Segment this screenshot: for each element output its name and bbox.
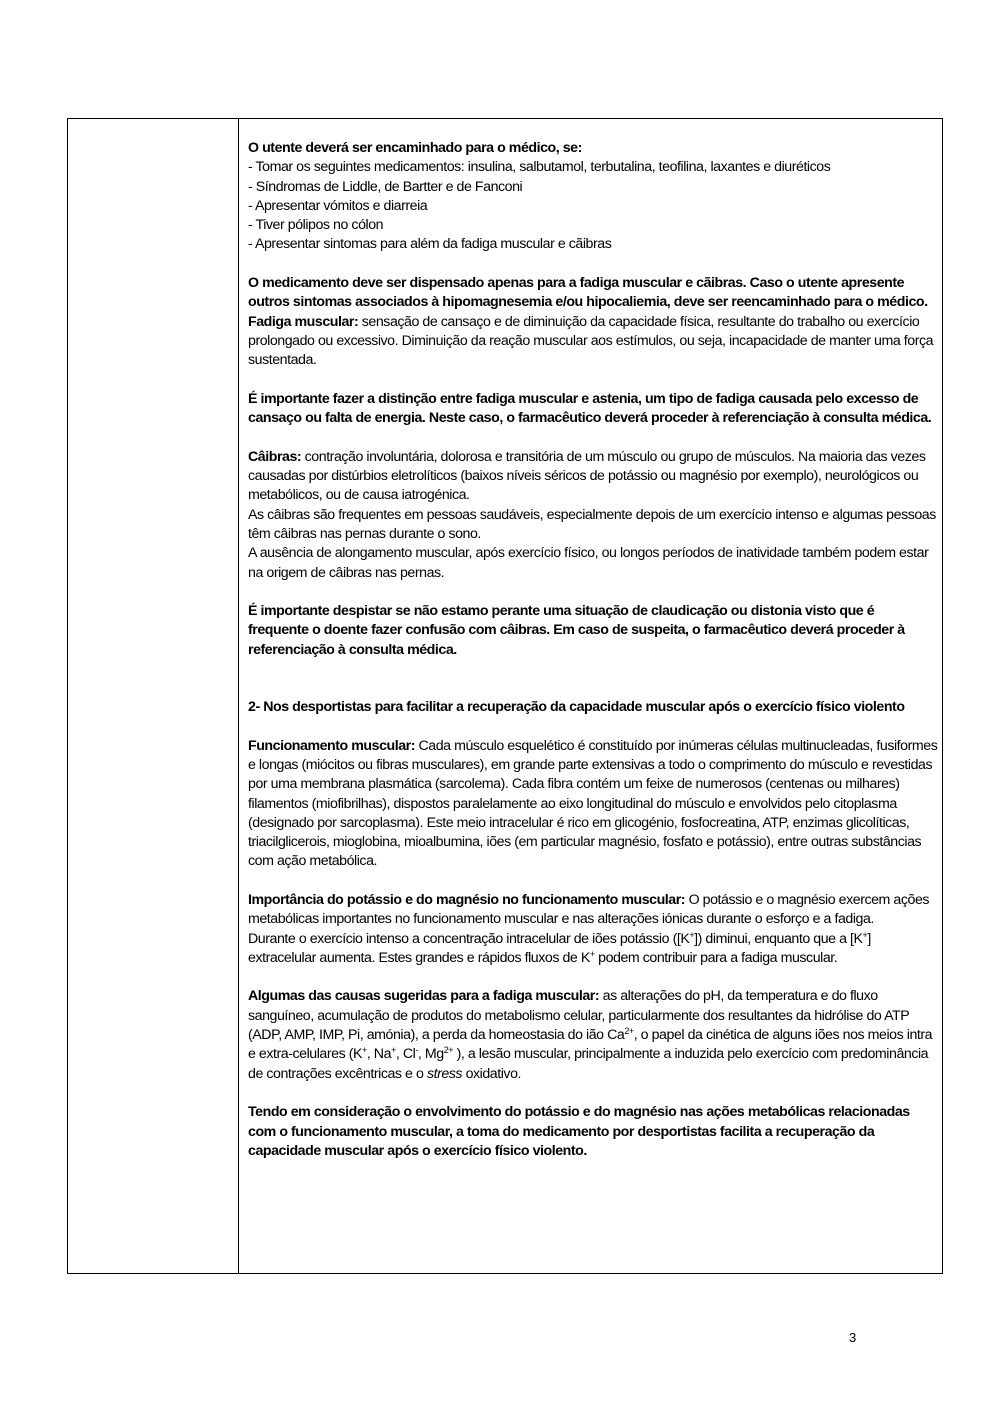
section2-heading: 2- Nos desportistas para facilitar a recuperação da capacidade muscular após o exercício físico violento (248, 699, 905, 716)
fadiga-paragraph (248, 313, 938, 371)
funcionamento-term: Funcionamento muscular: (248, 737, 416, 754)
causas-paragraph: Algumas das causas sugeridas para a fadiga muscular: as alterações do pH, da temperatura e do fluxo sanguíneo, acumulação de produtos do metabolismo celular, particularmente dos resultantes da hidrólise do ATP (ADP, AMP, IMP, Pi, amónia), a perda da homeostasia do ião $Ca^{2+}$, o papel da cinética de alguns iões nos meios intra e extra-celulares (K+, Na+, Cl-, $Mg^{2+}$ ), a lesão muscular, principalmente a induzida pelo exercício com predominância de contrações excêntricas e o stress oxidativo. (248, 988, 933, 1082)
caibras-paragraph-3: A ausência de alongamento muscular, após exercício físico, ou longos períodos de inatividade também podem estar na origem de câibras nas pernas. (248, 545, 929, 581)
content-cell (248, 139, 938, 1161)
causas-term: Algumas das causas sugeridas para a fadiga muscular: (248, 988, 600, 1005)
stress-term: stress (426, 1065, 463, 1082)
dispense-note: O medicamento deve ser dispensado apenas para a fadiga muscular e cãibras. Caso o utente apresente outros sintomas associados à hipomagnesemia e/ou hipocaliemia, deve ser reencaminhado para o médico. (248, 275, 928, 311)
importancia-paragraph-2: Durante o exercício intenso a concentração intracelular de iões potássio ([K+]) diminui, enquanto que a [K+] extracelular aumenta. Estes grandes e rápidos fluxos de K+ podem contribuir para a fadiga muscular. (248, 929, 871, 966)
page-number: 3 (849, 1330, 857, 1345)
referral-item: - Síndromas de Liddle, de Bartter e de Fanconi (248, 178, 523, 195)
caibras-paragraph (248, 448, 938, 506)
importancia-paragraph (248, 891, 938, 930)
referral-item: - Apresentar vómitos e diarreia (248, 197, 428, 214)
fadiga-term: Fadiga muscular: (248, 313, 359, 330)
caibras-paragraph-2: As câibras são frequentes em pessoas saudáveis, especialmente depois de um exercício intenso e algumas pessoas têm câibras nas pernas durante o sono. (248, 506, 936, 542)
referral-item: - Tomar os seguintes medicamentos: insulina, salbutamol, terbutalina, teofilina, laxantes e diuréticos (248, 159, 831, 176)
referral-item: - Apresentar sintomas para além da fadiga muscular e cãibras (248, 236, 612, 253)
referral-heading: O utente deverá ser encaminhado para o médico, se: (248, 140, 582, 156)
table-frame (67, 118, 943, 1274)
importancia-text: O potássio e o magnésio exercem ações metabólicas importantes no funcionamento muscular e nas alterações iónicas durante o esforço e a fadiga. (248, 891, 930, 928)
conclusion: Tendo em consideração o envolvimento do potássio e do magnésio nas ações metabólicas relacionadas com o funcionamento muscular, a toma do medicamento por desportistas facilita a recuperação da capacidade muscular após o exercício físico violento. (248, 1104, 910, 1159)
funcionamento-paragraph (248, 737, 938, 872)
fadiga-text: sensação de cansaço e de diminuição da capacidade física, resultante do trabalho ou exercício prolongado ou excessivo. Diminuição da reação muscular aos estímulos, ou seja, incapacidade de manter uma força sustentada. (248, 313, 934, 369)
claudicacao-note: É importante despistar se não estamo perante uma situação de claudicação ou distonia visto que é frequente o doente fazer confusão com câibras. Em caso de suspeita, o farmacêutico deverá proceder à referenciação à consulta médica. (248, 603, 905, 658)
referral-item: - Tiver pólipos no cólon (248, 217, 384, 234)
caibras-term: Câibras: (248, 448, 302, 465)
caibras-text: contração involuntária, dolorosa e transitória de um músculo ou grupo de músculos. Na maioria das vezes causadas por distúrbios eletrolíticos (baixos níveis séricos de potássio ou magnésio por exemplo), neurológicos ou metabólicos, ou de causa iatrogénica. (248, 448, 926, 504)
importancia-term: Importância do potássio e do magnésio no funcionamento muscular: (248, 891, 686, 908)
funcionamento-text: Cada músculo esquelético é constituído por inúmeras células multinucleadas, fusiformes e longas (miócitos ou fibras musculares), em grande parte extensivas a todo o comprimento do músculo e revestidas por uma membrana plasmática (sarcolema). Cada fibra contém um feixe de numerosos (centenas ou milhares) filamentos (miofibrilhas), dispostos paralelamente ao eixo longitudinal do músculo e envolvidos pelo citoplasma (designado por sarcoplasma). Este meio intracelular é rico em glicogénio, fosfocreatina, ATP, enzimas glicolíticas, triacilglicerois, mioglobina, mioalbumina, iões (em particular magnésio, fosfato e potássio), entre outras substâncias com ação metabólica. (248, 737, 938, 870)
astenia-note: É importante fazer a distinção entre fadiga muscular e astenia, um tipo de fadiga causada pelo excesso de cansaço ou falta de energia. Neste caso, o farmacêutico deverá proceder à referenciação à consulta médica. (248, 390, 932, 427)
left-column (68, 119, 239, 1273)
